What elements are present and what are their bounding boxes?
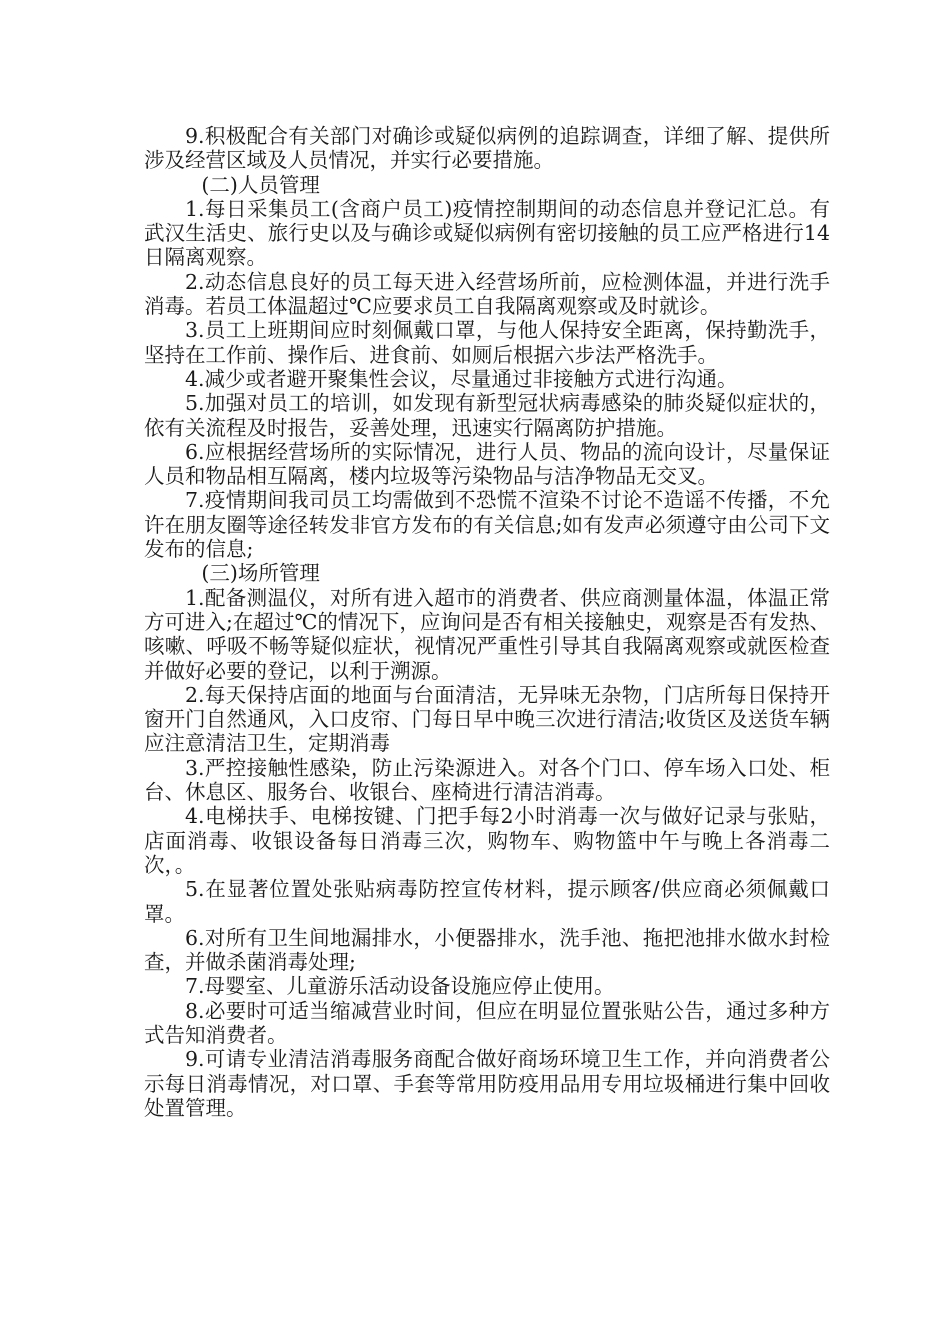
item-8-business-hours: 8.必要时可适当缩减营业时间，但应在明显位置张贴公告，通过多种方式告知消费者。	[144, 998, 830, 1047]
item-1-thermometers: 1.配备测温仪，对所有进入超市的消费者、供应商测量体温，体温正常方可进入;在超过℃的情况下，应询问是否有相关接触史，观察是否有发热、咳嗽、呼吸不畅等疑似症状，视情况严重性引导其自我隔离观察或就医检查并做好必要的登记，以利于溯源。	[144, 585, 830, 683]
item-7-facilities-closed: 7.母婴室、儿童游乐活动设备设施应停止使用。	[185, 974, 615, 999]
item-2-cleaning: 2.每天保持店面的地面与台面清洁，无异味无杂物，门店所每日保持开窗开门自然通风，入口皮帘、门每日早中晚三次进行清洁;收货区及送货车辆应注意清洁卫生，定期消毒	[144, 682, 830, 756]
section-heading-personnel: (二)人员管理	[201, 172, 320, 197]
item-1-daily-info: 1.每日采集员工(含商户员工)疫情控制期间的动态信息并登记汇总。有武汉生活史、旅行史以及与确诊或疑似病例有密切接触的员工应严格进行14日隔离观察。	[144, 196, 830, 270]
item-5-posters: 5.在显著位置处张贴病毒防控宣传材料，提示顾客/供应商必须佩戴口罩。	[144, 877, 830, 926]
item-4-disinfection-schedule: 4.电梯扶手、电梯按键、门把手每2小时消毒一次与做好记录与张贴，店面消毒、收银设备每日消毒三次，购物车、购物篮中午与晚上各消毒二次，。	[144, 804, 830, 877]
item-6-drainage: 6.对所有卫生间地漏排水，小便器排水，洗手池、拖把池排水做水封检查，并做杀菌消毒处理;	[144, 925, 830, 975]
item-2-temperature-check: 2.动态信息良好的员工每天进入经营场所前，应检测体温，并进行洗手消毒。若员工体温超过℃应要求员工自我隔离观察或及时就诊。	[144, 269, 830, 319]
item-4-avoid-meetings: 4.减少或者避开聚集性会议，尽量通过非接触方式进行沟通。	[185, 366, 738, 391]
item-3-contact-infection: 3.严控接触性感染，防止污染源进入。对各个门口、停车场入口处、柜台、休息区、服务台、收银台、座椅进行清洁消毒。	[144, 755, 830, 805]
item-3-masks-handwashing: 3.员工上班期间应时刻佩戴口罩，与他人保持安全距离，保持勤洗手，坚持在工作前、操作后、进食前、如厕后根据六步法严格洗手。	[144, 318, 830, 367]
document-body	[144, 124, 830, 1120]
item-9-professional-cleaning: 9.可请专业清洁消毒服务商配合做好商场环境卫生工作，并向消费者公示每日消毒情况，对口罩、手套等常用防疫用品用专用垃圾桶进行集中回收处置管理。	[144, 1047, 830, 1120]
item-9-contact-tracing: 9.积极配合有关部门对确诊或疑似病例的追踪调查，详细了解、提供所涉及经营区域及人员情况，并实行必要措施。	[144, 124, 830, 173]
section-heading-premises: (三)场所管理	[201, 561, 320, 586]
item-6-flow-design: 6.应根据经营场所的实际情况，进行人员、物品的流向设计，尽量保证人员和物品相互隔离，楼内垃圾等污染物品与洁净物品无交叉。	[144, 439, 830, 489]
item-7-information-policy: 7.疫情期间我司员工均需做到不恐慌不渲染不讨论不造谣不传播，不允许在朋友圈等途径转发非官方发布的有关信息;如有发声必须遵守由公司下文发布的信息;	[144, 488, 830, 562]
item-5-staff-training: 5.加强对员工的培训，如发现有新型冠状病毒感染的肺炎疑似症状的，依有关流程及时报告，妥善处理，迅速实行隔离防护措施。	[144, 391, 830, 440]
